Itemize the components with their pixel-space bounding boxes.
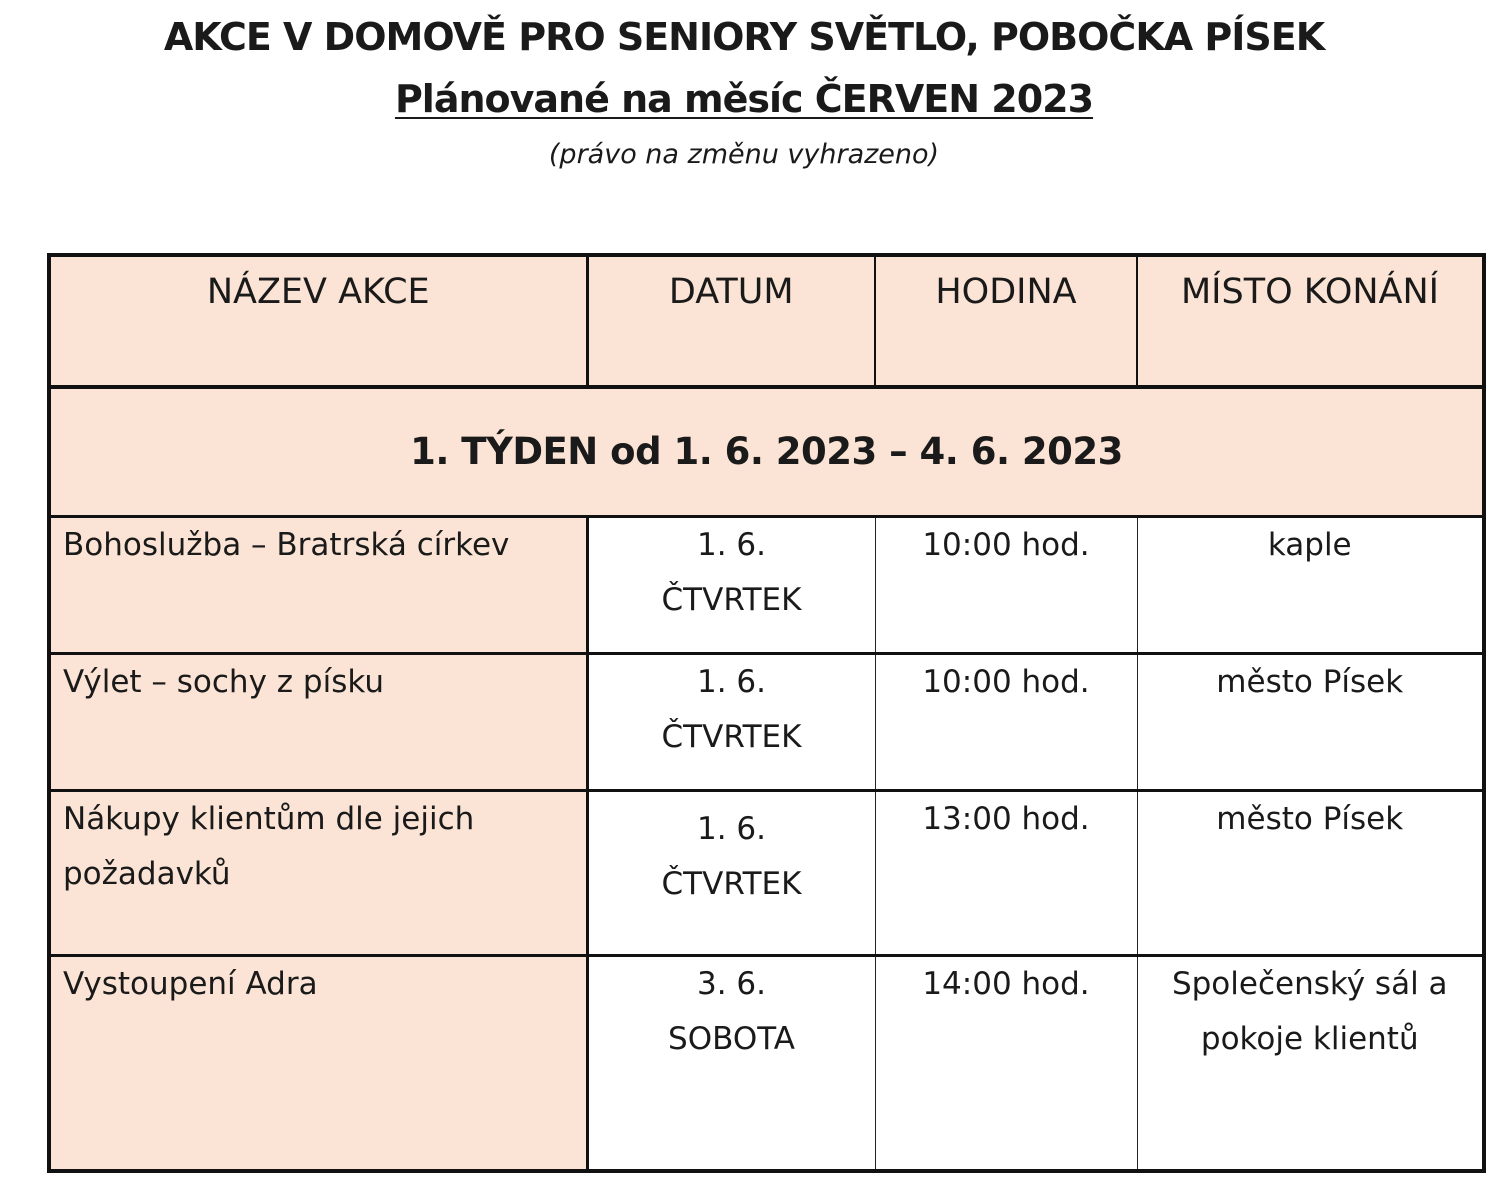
event-place — [1137, 654, 1484, 791]
event-date — [587, 517, 875, 654]
event-date — [587, 956, 875, 1172]
event-name-line: Vystoupení Adra — [63, 966, 318, 1002]
event-name-line: Výlet – sochy z písku — [63, 664, 384, 700]
event-name — [49, 654, 587, 791]
event-place-line: pokoje klientů — [1200, 1021, 1419, 1057]
document-title: AKCE V DOMOVĚ PRO SENIORY SVĚTLO, POBOČKA PÍSEK — [163, 15, 1325, 59]
column-header-name: NÁZEV AKCE — [49, 255, 587, 387]
document-subtitle: Plánované na měsíc ČERVEN 2023 — [394, 77, 1094, 121]
column-header-time: HODINA — [875, 255, 1137, 387]
event-name-line: Nákupy klientům dle jejich — [63, 801, 475, 837]
event-date-day: 1. 6. — [696, 527, 766, 563]
event-date-day: 1. 6. — [696, 811, 766, 847]
event-place — [1137, 956, 1484, 1172]
week-label: 1. TÝDEN od 1. 6. 2023 – 4. 6. 2023 — [49, 387, 1484, 517]
table-row — [49, 791, 1484, 956]
column-header-place: MÍSTO KONÁNÍ — [1137, 255, 1484, 387]
event-time: 14:00 hod. — [875, 956, 1137, 1172]
week-heading-row — [49, 387, 1484, 517]
event-time: 10:00 hod. — [875, 517, 1137, 654]
event-place-line: kaple — [1267, 527, 1352, 563]
column-header-date: DATUM — [587, 255, 875, 387]
event-place-line: Společenský sál a — [1171, 966, 1448, 1002]
table-header-row — [49, 255, 1484, 387]
event-date — [587, 791, 875, 956]
event-name-line: Bohoslužba – Bratrská církev — [63, 527, 510, 563]
event-place-line: město Písek — [1216, 801, 1404, 837]
event-place — [1137, 517, 1484, 654]
event-date-day: 1. 6. — [696, 664, 766, 700]
event-place — [1137, 791, 1484, 956]
event-date — [587, 654, 875, 791]
event-date-day: 3. 6. — [696, 966, 766, 1002]
event-time: 10:00 hod. — [875, 654, 1137, 791]
event-date-weekday: ČTVRTEK — [661, 582, 802, 618]
event-name — [49, 517, 587, 654]
event-date-weekday: SOBOTA — [668, 1021, 795, 1057]
change-note: (právo na změnu vyhrazeno) — [548, 139, 940, 170]
event-time: 13:00 hod. — [875, 791, 1137, 956]
event-date-weekday: ČTVRTEK — [661, 719, 802, 755]
table-row — [49, 654, 1484, 791]
table-row — [49, 517, 1484, 654]
event-name — [49, 956, 587, 1172]
event-date-weekday: ČTVRTEK — [661, 866, 802, 902]
event-name-line: požadavků — [63, 856, 231, 892]
event-place-line: město Písek — [1216, 664, 1404, 700]
schedule-table — [47, 253, 1486, 1173]
event-name — [49, 791, 587, 956]
table-row — [49, 956, 1484, 1172]
